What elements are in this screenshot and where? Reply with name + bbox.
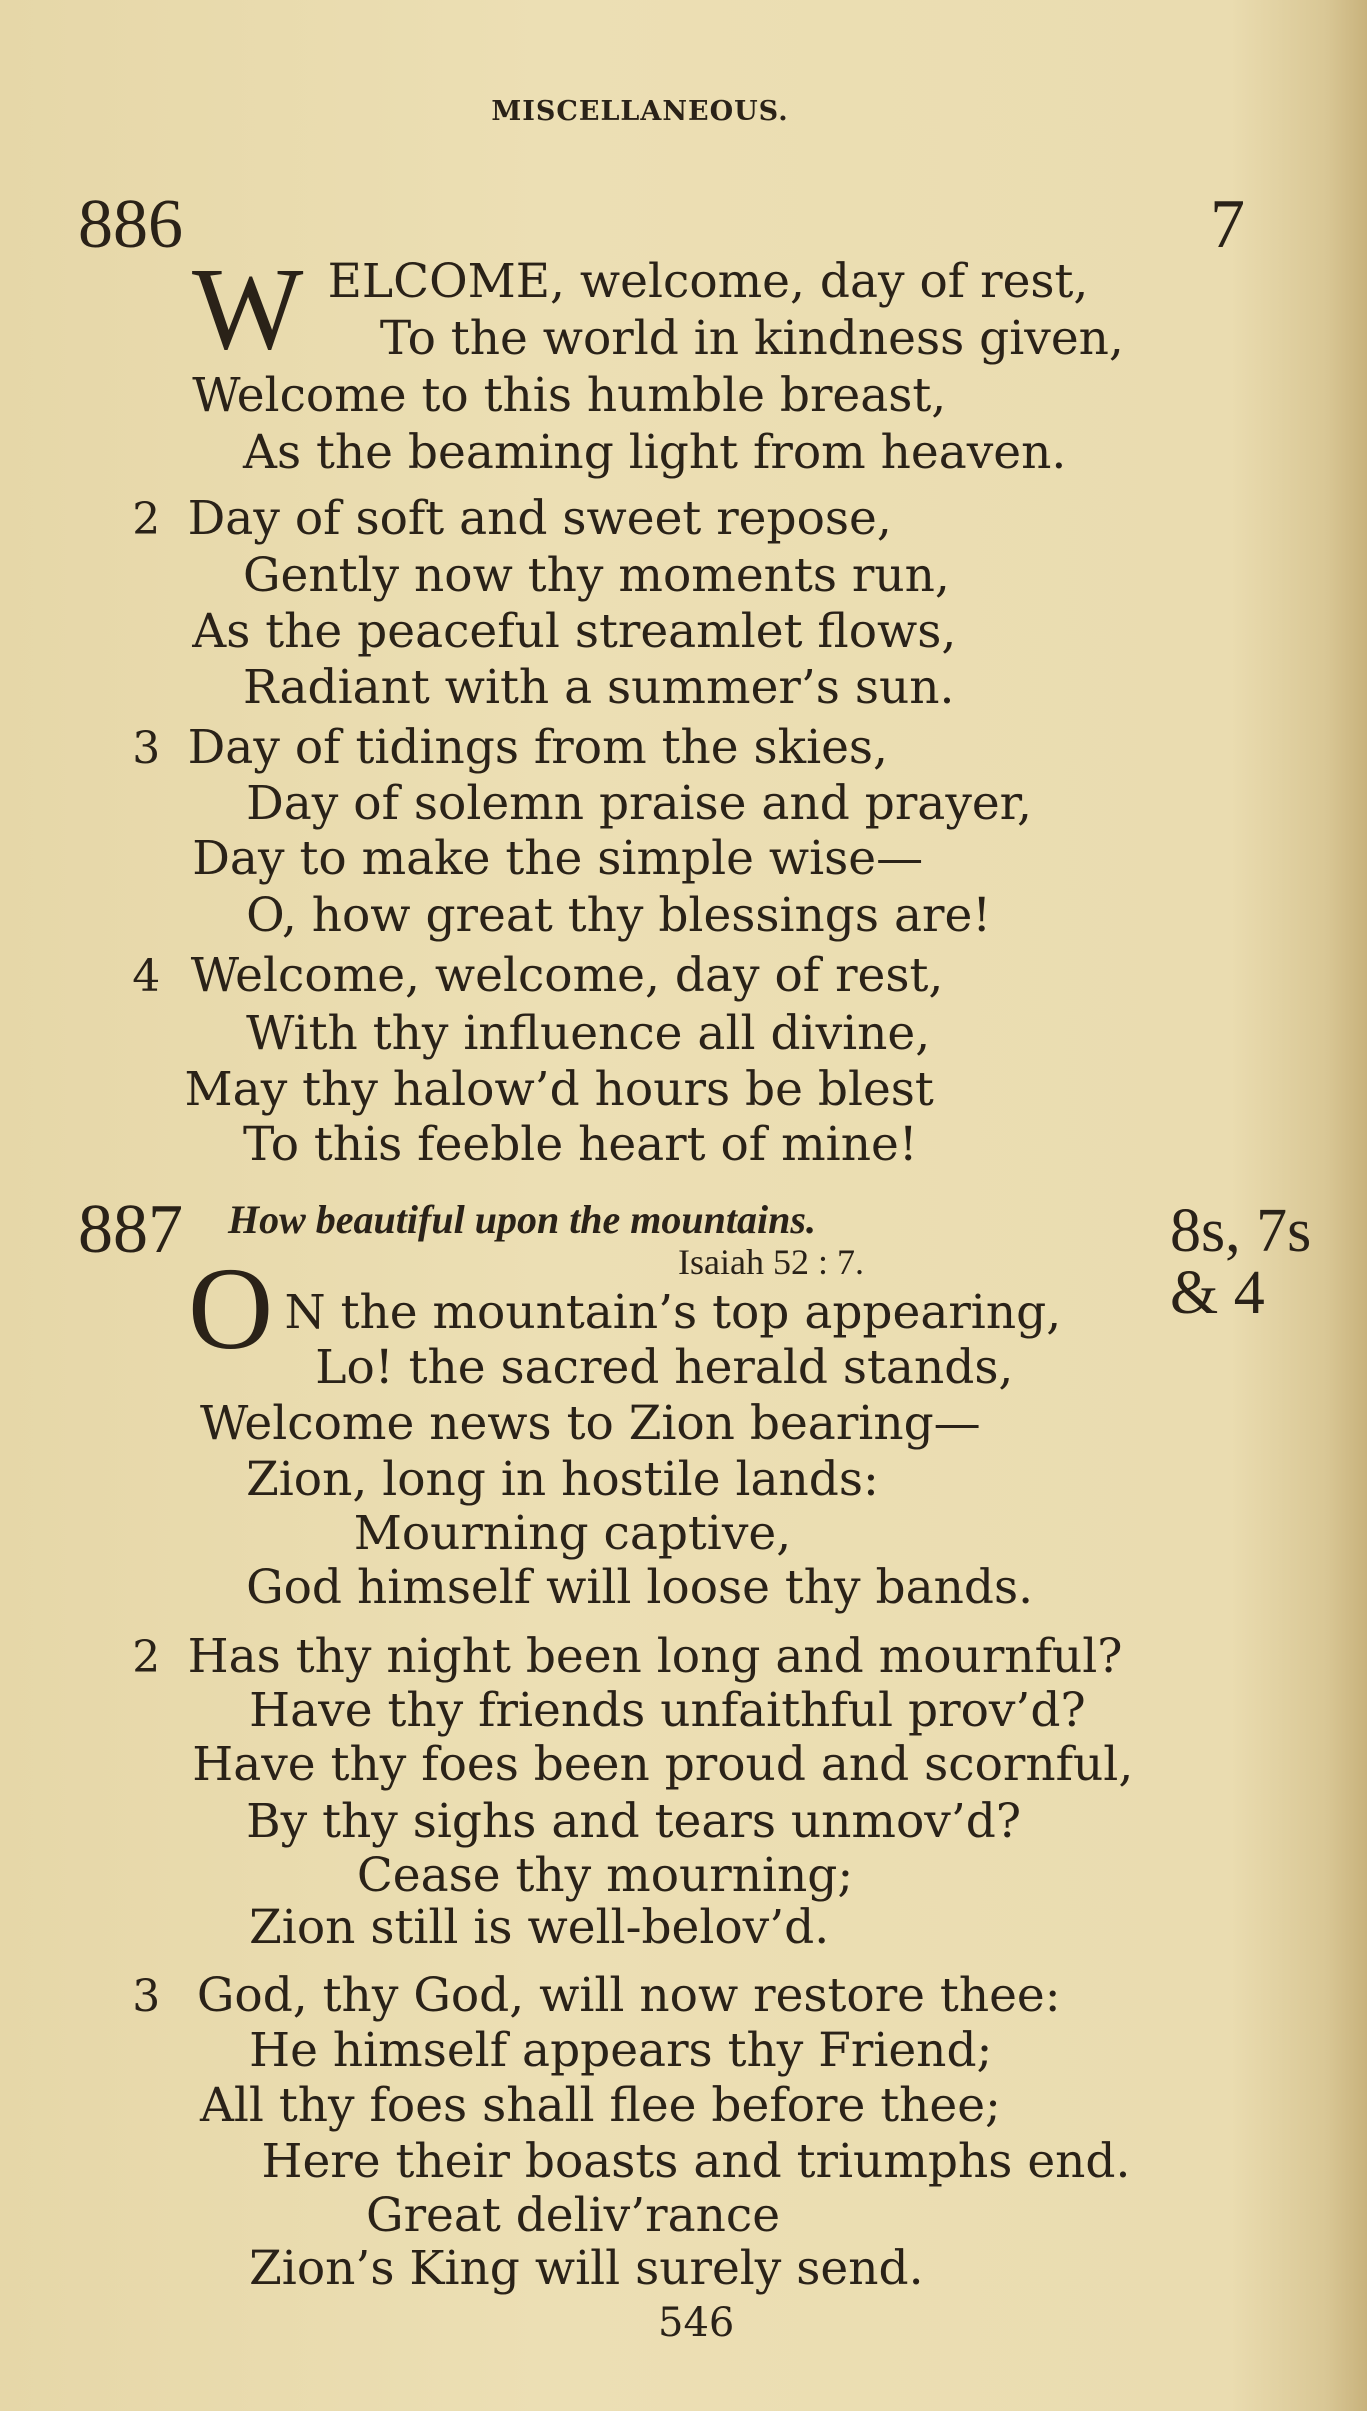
verse-number: 3 <box>132 723 161 775</box>
drop-cap: W <box>192 243 304 374</box>
hymn-line: Mourning captive, <box>353 1506 792 1562</box>
hymn-line: Great deliv’rance <box>366 2187 781 2243</box>
hymn-line: With thy influence all divine, <box>246 1006 931 1062</box>
hymn-line: As the beaming light from heaven. <box>243 425 1067 481</box>
hymn-line: God himself will loose thy bands. <box>246 1560 1034 1616</box>
hymn-line: Has thy night been long and mournful? <box>187 1629 1123 1685</box>
hymn-line: ELCOME, welcome, day of rest, <box>327 254 1089 310</box>
hymn-line: He himself appears thy Friend; <box>249 2023 993 2079</box>
page-number: 546 <box>658 2300 735 2346</box>
verse-number: 4 <box>132 951 161 1003</box>
hymn-line: Have thy foes been proud and scornful, <box>192 1737 1134 1793</box>
hymn-line: God, thy God, will now restore thee: <box>196 1967 1061 2023</box>
hymn-line: Welcome news to Zion bearing— <box>199 1395 981 1451</box>
hymn-line: Zion’s King will surely send. <box>249 2241 924 2297</box>
hymn-line: May thy halow’d hours be blest <box>184 1061 934 1117</box>
verse-number: 2 <box>132 494 161 546</box>
hymn-line: Zion, long in hostile lands: <box>246 1452 879 1508</box>
hymn-line: Welcome to this humble breast, <box>192 368 947 424</box>
hymn-line: Gently now thy moments run, <box>243 548 950 604</box>
hymn-title: How beautiful upon the mountains. <box>228 1197 816 1242</box>
verse-number: 2 <box>132 1632 161 1684</box>
hymn-line: Radiant with a summer’s sun. <box>243 660 955 716</box>
verse-number: 3 <box>132 1970 161 2022</box>
hymn-line: Day of soft and sweet repose, <box>187 491 892 547</box>
running-header: MISCELLANEOUS. <box>491 96 789 127</box>
hymn-line: All thy foes shall flee before thee; <box>199 2078 1001 2134</box>
hymn-meter: 7 <box>1210 186 1245 263</box>
hymn-line: Cease thy mourning; <box>356 1847 854 1903</box>
hymn-line: As the peaceful streamlet flows, <box>192 603 957 659</box>
hymn-line: Day to make the simple wise— <box>192 831 924 887</box>
hymn-line: Welcome, welcome, day of rest, <box>190 948 944 1004</box>
hymn-line: Day of solemn praise and prayer, <box>246 775 1032 831</box>
hymn-line: Zion still is well-belov’d. <box>249 1900 830 1956</box>
hymn-line: Lo! the sacred herald stands, <box>315 1340 1014 1396</box>
hymn-number: 886 <box>78 186 183 263</box>
hymn-line: Day of tidings from the skies, <box>187 720 888 776</box>
hymn-line: Have thy friends unfaithful prov’d? <box>249 1683 1086 1739</box>
drop-cap: O <box>188 1243 274 1374</box>
hymn-line: To the world in kindness given, <box>379 311 1124 367</box>
hymn-line: To this feeble heart of mine! <box>243 1117 918 1173</box>
hymn-line: By thy sighs and tears unmov’d? <box>246 1793 1022 1849</box>
hymn-line: N the mountain’s top appearing, <box>284 1284 1062 1340</box>
hymn-line: O, how great thy blessings are! <box>246 888 992 944</box>
scripture-reference: Isaiah 52 : 7. <box>678 1242 864 1282</box>
hymn-number: 887 <box>78 1191 183 1268</box>
hymn-meter: 8s, 7s & 4 <box>1170 1197 1312 1327</box>
hymn-line: Here their boasts and triumphs end. <box>261 2133 1131 2189</box>
